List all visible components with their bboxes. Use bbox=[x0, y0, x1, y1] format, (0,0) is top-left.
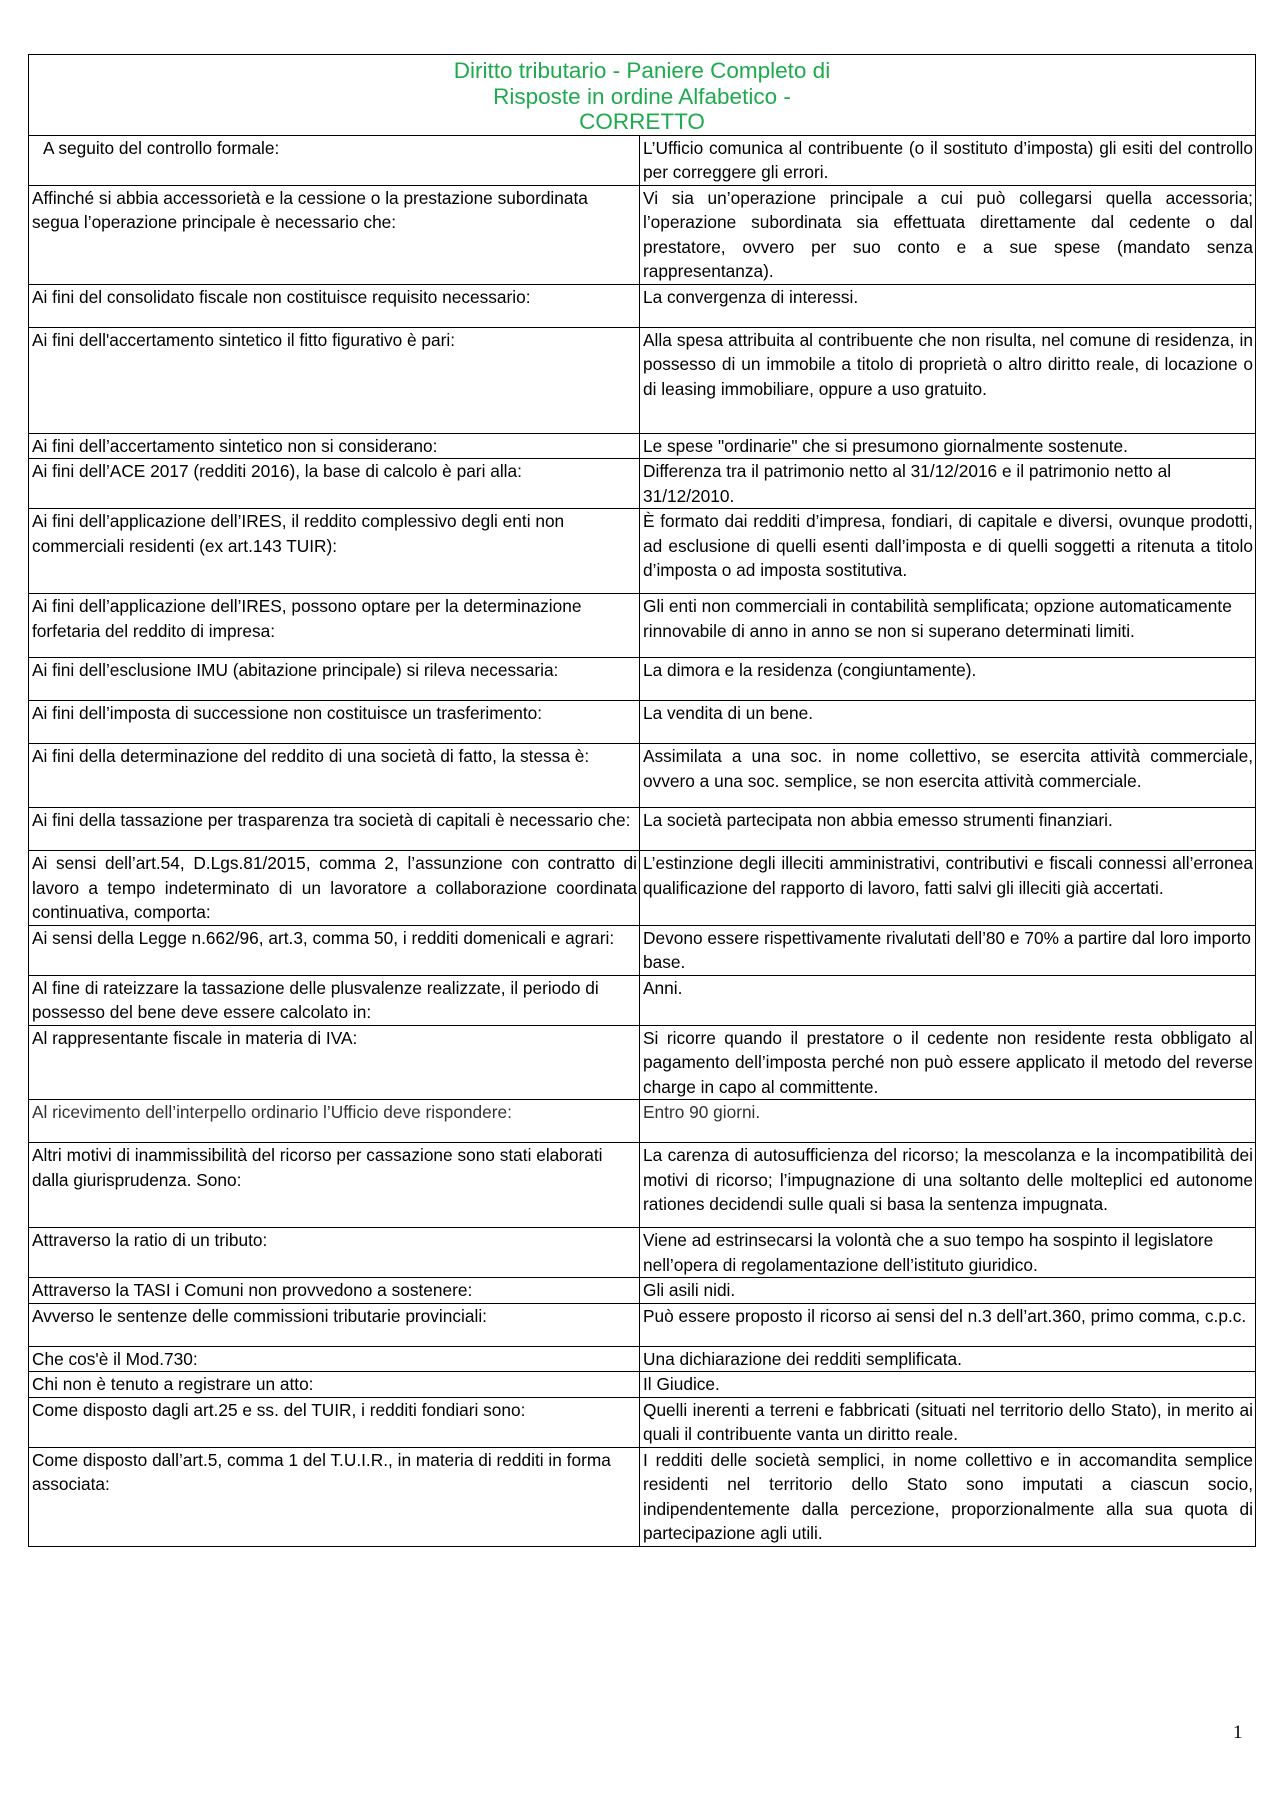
answer-cell: Anni. bbox=[640, 975, 1256, 1025]
table-row bbox=[29, 1303, 1256, 1346]
table-row bbox=[29, 1397, 1256, 1447]
table-row bbox=[29, 135, 1256, 185]
answer-cell: Entro 90 giorni. bbox=[640, 1100, 1256, 1143]
question-cell: Al ricevimento dell’interpello ordinario l’Ufficio deve rispondere: bbox=[29, 1100, 640, 1143]
question-cell: Attraverso la TASI i Comuni non provvedono a sostenere: bbox=[29, 1278, 640, 1304]
table-row bbox=[29, 1447, 1256, 1546]
answer-cell: L’estinzione degli illeciti amministrativi, contributivi e fiscali connessi all’erronea qualificazione del rapporto di lavoro, fatti salvi gli illeciti già accertati. bbox=[640, 851, 1256, 926]
table-row bbox=[29, 975, 1256, 1025]
question-cell: Ai fini dell’accertamento sintetico non si considerano: bbox=[29, 433, 640, 459]
table-row bbox=[29, 594, 1256, 658]
table-row bbox=[29, 925, 1256, 975]
answer-cell: La convergenza di interessi. bbox=[640, 284, 1256, 327]
question-cell: Al fine di rateizzare la tassazione delle plusvalenze realizzate, il periodo di possesso del bene deve essere calcolato in: bbox=[29, 975, 640, 1025]
table-row bbox=[29, 701, 1256, 744]
question-cell: Ai fini della determinazione del reddito di una società di fatto, la stessa è: bbox=[29, 744, 640, 808]
question-cell: Ai fini dell’applicazione dell’IRES, il reddito complessivo degli enti non commerciali residenti (ex art.143 TUIR): bbox=[29, 509, 640, 594]
table-row bbox=[29, 808, 1256, 851]
question-cell: Ai fini del consolidato fiscale non costituisce requisito necessario: bbox=[29, 284, 640, 327]
question-cell: Ai fini dell’applicazione dell’IRES, possono optare per la determinazione forfetaria del reddito di impresa: bbox=[29, 594, 640, 658]
table-row bbox=[29, 658, 1256, 701]
question-cell: Affinché si abbia accessorietà e la cessione o la prestazione subordinata segua l’operazione principale è necessario che: bbox=[29, 185, 640, 284]
answer-cell: Alla spesa attribuita al contribuente che non risulta, nel comune di residenza, in possesso di un immobile a titolo di proprietà o altro diritto reale, di locazione o di leasing immobiliare, oppure a uso gratuito. bbox=[640, 327, 1256, 433]
table-row bbox=[29, 509, 1256, 594]
title-line-2: Risposte in ordine Alfabetico - bbox=[493, 83, 791, 109]
answer-cell: Una dichiarazione dei redditi semplificata. bbox=[640, 1346, 1256, 1372]
question-cell: Avverso le sentenze delle commissioni tributarie provinciali: bbox=[29, 1303, 640, 1346]
question-cell: Come disposto dagli art.25 e ss. del TUIR, i redditi fondiari sono: bbox=[29, 1397, 640, 1447]
answer-cell: La dimora e la residenza (congiuntamente). bbox=[640, 658, 1256, 701]
answer-cell: Differenza tra il patrimonio netto al 31/12/2016 e il patrimonio netto al 31/12/2010. bbox=[640, 459, 1256, 509]
table-row bbox=[29, 327, 1256, 433]
question-cell: Attraverso la ratio di un tributo: bbox=[29, 1228, 640, 1278]
answer-cell: L’Ufficio comunica al contribuente (o il sostituto d’imposta) gli esiti del controllo per correggere gli errori. bbox=[640, 135, 1256, 185]
answer-cell: Assimilata a una soc. in nome collettivo, se esercita attività commerciale, ovvero a una soc. semplice, se non esercita attività commerciale. bbox=[640, 744, 1256, 808]
table-row bbox=[29, 851, 1256, 926]
answer-cell: Gli enti non commerciali in contabilità semplificata; opzione automaticamente rinnovabile di anno in anno se non si superano determinati limiti. bbox=[640, 594, 1256, 658]
page-number: 1 bbox=[1233, 1722, 1243, 1743]
table-row bbox=[29, 1372, 1256, 1398]
question-cell: Ai sensi della Legge n.662/96, art.3, comma 50, i redditi domenicali e agrari: bbox=[29, 925, 640, 975]
title-line-1: Diritto tributario - Paniere Completo di bbox=[453, 58, 831, 83]
table-row bbox=[29, 1100, 1256, 1143]
table-row bbox=[29, 185, 1256, 284]
table-row bbox=[29, 1278, 1256, 1304]
answer-cell: Viene ad estrinsecarsi la volontà che a suo tempo ha sospinto il legislatore nell’opera di regolamentazione dell’istituto giuridico. bbox=[640, 1228, 1256, 1278]
question-cell: Al rappresentante fiscale in materia di IVA: bbox=[29, 1025, 640, 1100]
question-cell: Ai fini dell'accertamento sintetico il fitto figurativo è pari: bbox=[29, 327, 640, 433]
question-cell: Altri motivi di inammissibilità del ricorso per cassazione sono stati elaborati dalla giurisprudenza. Sono: bbox=[29, 1143, 640, 1228]
answer-cell: Le spese "ordinarie" che si presumono giornalmente sostenute. bbox=[640, 433, 1256, 459]
title-line-3: CORRETTO bbox=[579, 109, 705, 134]
answer-cell: Si ricorre quando il prestatore o il cedente non residente resta obbligato al pagamento dell’imposta perché non può essere applicato il metodo del reverse charge in capo al committente. bbox=[640, 1025, 1256, 1100]
table-row bbox=[29, 459, 1256, 509]
question-cell: Chi non è tenuto a registrare un atto: bbox=[29, 1372, 640, 1398]
question-cell: Ai sensi dell’art.54, D.Lgs.81/2015, comma 2, l’assunzione con contratto di lavoro a tempo indeterminato di un lavoratore a collaborazione coordinata continuativa, comporta: bbox=[29, 851, 640, 926]
table-row bbox=[29, 744, 1256, 808]
title-row bbox=[29, 55, 1256, 136]
answer-cell: Quelli inerenti a terreni e fabbricati (situati nel territorio dello Stato), in merito ai quali il contribuente vanta un diritto reale. bbox=[640, 1397, 1256, 1447]
answer-cell: Devono essere rispettivamente rivalutati dell’80 e 70% a partire dal loro importo base. bbox=[640, 925, 1256, 975]
document-title bbox=[29, 55, 1256, 136]
answer-cell: È formato dai redditi d’impresa, fondiari, di capitale e diversi, ovunque prodotti, ad esclusione di quelli esenti dall’imposta e di quelli soggetti a ritenuta a titolo d’imposta o ad imposta sostitutiva. bbox=[640, 509, 1256, 594]
question-cell: Ai fini dell’esclusione IMU (abitazione principale) si rileva necessaria: bbox=[29, 658, 640, 701]
question-cell: Ai fini dell’imposta di successione non costituisce un trasferimento: bbox=[29, 701, 640, 744]
answer-cell: Vi sia un’operazione principale a cui può collegarsi quella accessoria; l’operazione subordinata sia effettuata direttamente dal cedente o dal prestatore, ovvero per suo conto e a sue spese (mandato senza rappresentanza). bbox=[640, 185, 1256, 284]
answer-cell: La vendita di un bene. bbox=[640, 701, 1256, 744]
answer-cell: Gli asili nidi. bbox=[640, 1278, 1256, 1304]
question-cell: A seguito del controllo formale: bbox=[29, 135, 640, 185]
question-cell: Come disposto dall’art.5, comma 1 del T.U.I.R., in materia di redditi in forma associata: bbox=[29, 1447, 640, 1546]
table-row bbox=[29, 433, 1256, 459]
answer-cell: La carenza di autosufficienza del ricorso; la mescolanza e la incompatibilità dei motivi di ricorso; l’impugnazione di una soltanto delle molteplici ed autonome rationes decidendi sulle quali si basa la sentenza impugnata. bbox=[640, 1143, 1256, 1228]
answer-cell: La società partecipata non abbia emesso strumenti finanziari. bbox=[640, 808, 1256, 851]
table-row bbox=[29, 1143, 1256, 1228]
question-cell: Ai fini della tassazione per trasparenza tra società di capitali è necessario che: bbox=[29, 808, 640, 851]
table-row bbox=[29, 284, 1256, 327]
table-row bbox=[29, 1346, 1256, 1372]
answer-cell: Il Giudice. bbox=[640, 1372, 1256, 1398]
table-row bbox=[29, 1228, 1256, 1278]
qa-table bbox=[28, 54, 1256, 1547]
question-cell: Ai fini dell’ACE 2017 (redditi 2016), la base di calcolo è pari alla: bbox=[29, 459, 640, 509]
answer-cell: I redditi delle società semplici, in nome collettivo e in accomandita semplice residenti nel territorio dello Stato sono imputati a ciascun socio, indipendentemente dalla percezione, proporzionalmente alla sua quota di partecipazione agli utili. bbox=[640, 1447, 1256, 1546]
answer-cell: Può essere proposto il ricorso ai sensi del n.3 dell’art.360, primo comma, c.p.c. bbox=[640, 1303, 1256, 1346]
question-cell: Che cos'è il Mod.730: bbox=[29, 1346, 640, 1372]
table-row bbox=[29, 1025, 1256, 1100]
